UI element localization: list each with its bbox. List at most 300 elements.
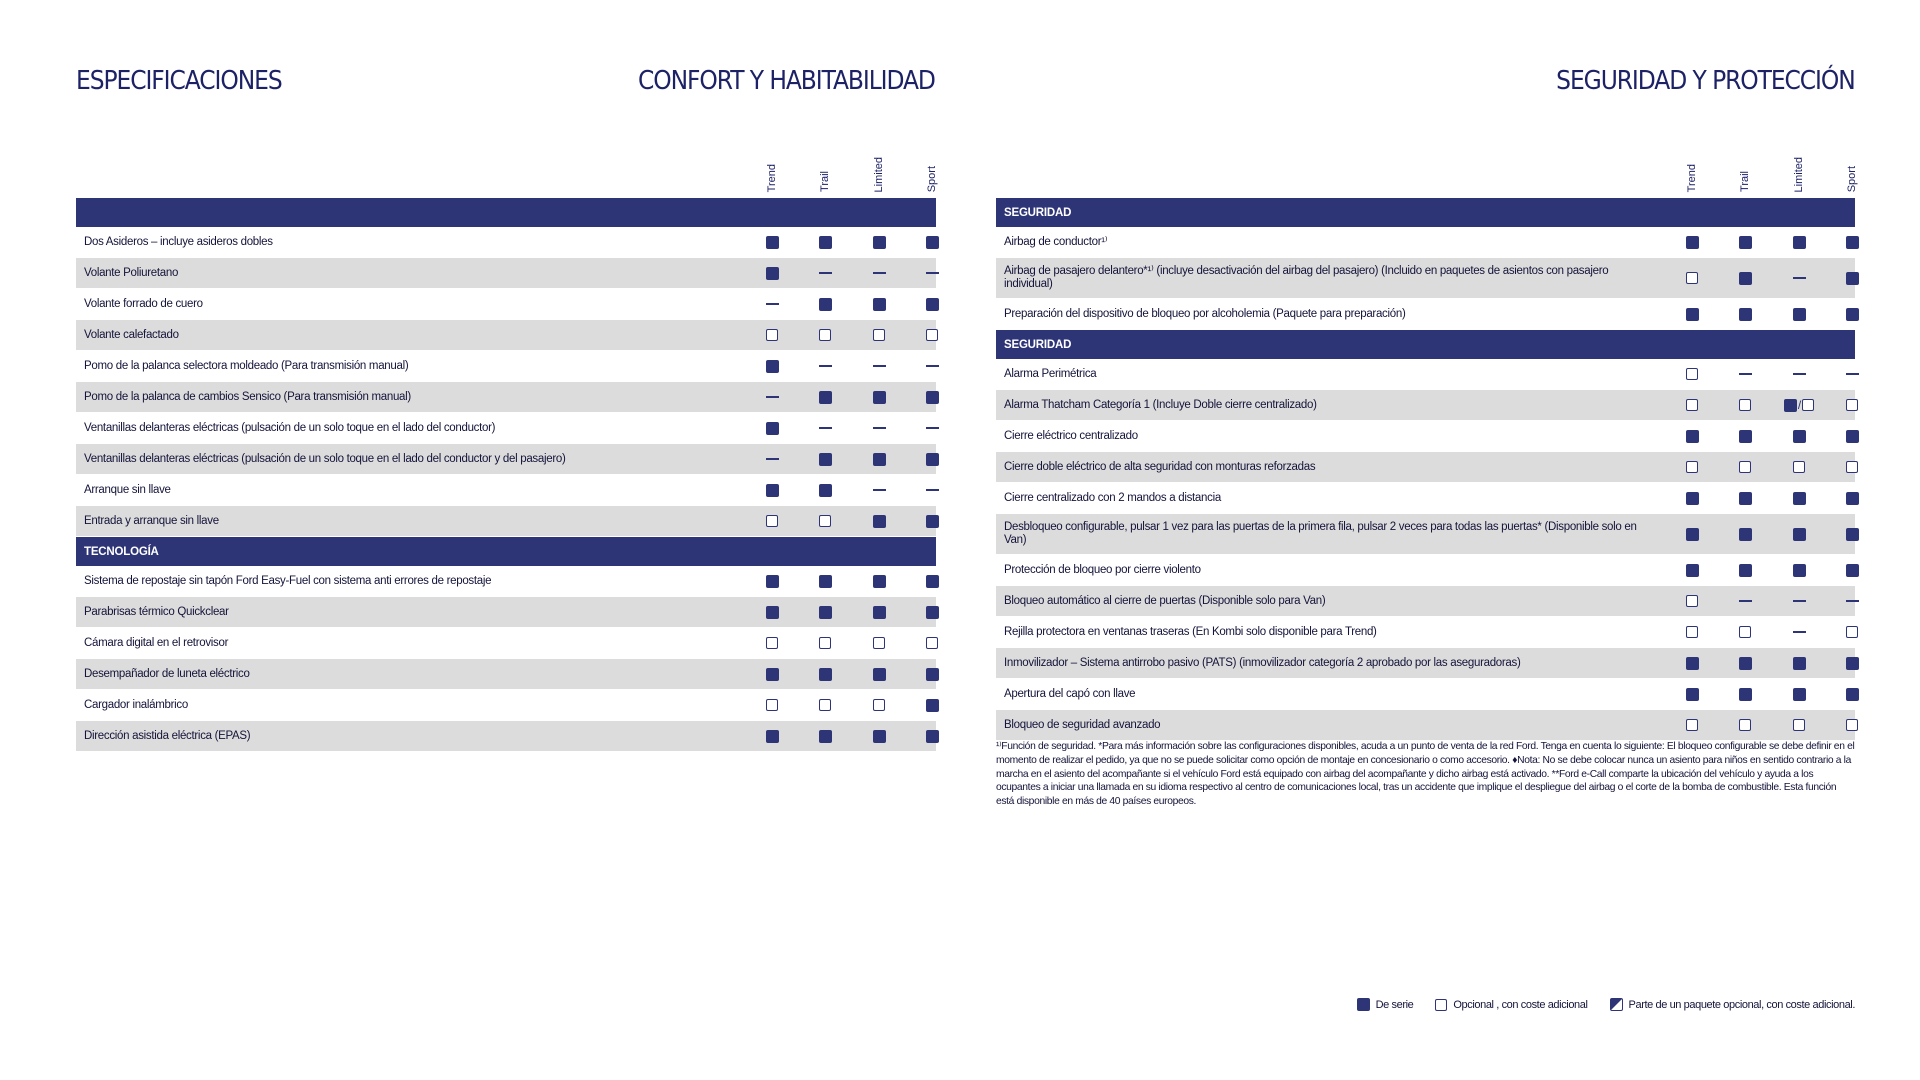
availability-limited xyxy=(1772,526,1826,542)
availability-limited xyxy=(852,358,906,374)
availability-trend xyxy=(1665,397,1719,413)
legend xyxy=(1357,998,1855,1011)
availability-limited xyxy=(1772,428,1826,444)
dash-icon xyxy=(1793,277,1806,279)
availability-trail xyxy=(1718,526,1772,542)
dash-icon xyxy=(926,272,939,274)
availability-trend xyxy=(1665,717,1719,733)
feature-label: Apertura del capó con llave xyxy=(1004,687,1136,700)
availability-trail xyxy=(798,420,852,436)
feature-label: Dirección asistida eléctrica (EPAS) xyxy=(84,729,251,742)
table-row xyxy=(996,452,1855,483)
feature-label: Volante calefactado xyxy=(84,328,179,341)
filled-square-icon xyxy=(926,699,939,712)
dash-icon xyxy=(926,489,939,491)
availability-limited xyxy=(1772,655,1826,671)
filled-square-icon xyxy=(819,668,832,681)
column-header-limited: Limited xyxy=(1793,156,1805,192)
availability-sport xyxy=(1825,624,1879,640)
column-header-sport: Sport xyxy=(1846,165,1858,192)
dash-icon xyxy=(873,272,886,274)
availability-trend xyxy=(1665,562,1719,578)
feature-label: Protección de bloqueo por cierre violento xyxy=(1004,563,1201,576)
section-header: TECNOLOGÍA xyxy=(76,537,936,566)
availability-trail xyxy=(798,389,852,405)
filled-square-icon xyxy=(1686,564,1699,577)
empty-square-icon xyxy=(926,637,938,649)
table-row xyxy=(76,227,936,258)
filled-square-icon xyxy=(1739,492,1752,505)
filled-square-icon xyxy=(1846,688,1859,701)
availability-trail xyxy=(1718,270,1772,286)
dash-icon xyxy=(873,365,886,367)
filled-square-icon xyxy=(1686,308,1699,321)
filled-square-icon xyxy=(1846,308,1859,321)
table-row xyxy=(76,628,936,659)
slash-separator: / xyxy=(1797,398,1802,412)
column-headers xyxy=(996,150,1858,198)
availability-sport xyxy=(1825,593,1879,609)
feature-label: Ventanillas delanteras eléctricas (pulsación de un solo toque en el lado del conductor y del pasajero) xyxy=(84,452,566,465)
availability-trend xyxy=(745,635,799,651)
empty-square-icon xyxy=(766,329,778,341)
availability-trail xyxy=(1718,490,1772,506)
availability-trail xyxy=(1718,562,1772,578)
filled-square-icon xyxy=(873,606,886,619)
filled-square-icon xyxy=(1686,430,1699,443)
dash-icon xyxy=(819,272,832,274)
availability-trend xyxy=(1665,306,1719,322)
filled-square-icon xyxy=(819,391,832,404)
empty-square-icon xyxy=(1739,461,1751,473)
availability-trend xyxy=(745,728,799,744)
availability-trail xyxy=(798,666,852,682)
availability-sport xyxy=(905,265,959,281)
availability-sport xyxy=(1825,306,1879,322)
dash-icon xyxy=(819,365,832,367)
table-row xyxy=(996,258,1855,299)
filled-square-icon xyxy=(819,236,832,249)
availability-sport xyxy=(905,666,959,682)
filled-square-icon xyxy=(1846,236,1859,249)
feature-label: Desbloqueo configurable, pulsar 1 vez para las puertas de la primera fila, pulsar 2 veces para todas las puertas* (Disponible solo en Van) xyxy=(1004,521,1637,546)
table-body xyxy=(996,198,1855,741)
filled-square-icon xyxy=(1793,564,1806,577)
availability-limited xyxy=(1772,624,1826,640)
filled-square-icon xyxy=(766,422,779,435)
table-row xyxy=(996,421,1855,452)
empty-square-icon xyxy=(1686,272,1698,284)
availability-trend xyxy=(745,358,799,374)
empty-square-icon xyxy=(926,329,938,341)
availability-trend xyxy=(745,573,799,589)
empty-square-icon xyxy=(1846,399,1858,411)
filled-square-icon xyxy=(873,453,886,466)
seguridad-spec-table xyxy=(996,150,1858,741)
empty-square-icon xyxy=(873,699,885,711)
filled-square-icon xyxy=(1739,272,1752,285)
feature-label: Airbag de conductor¹⁾ xyxy=(1004,235,1108,248)
empty-square-icon xyxy=(1686,399,1698,411)
empty-square-icon xyxy=(1846,626,1858,638)
table-body xyxy=(76,198,936,752)
feature-label: Pomo de la palanca de cambios Sensico (Para transmisión manual) xyxy=(84,390,411,403)
availability-limited xyxy=(1772,459,1826,475)
feature-label: Alarma Perimétrica xyxy=(1004,367,1097,380)
table-row xyxy=(996,299,1855,330)
dash-icon xyxy=(1739,600,1752,602)
empty-square-icon xyxy=(1793,461,1805,473)
filled-square-icon xyxy=(873,575,886,588)
availability-sport xyxy=(1825,366,1879,382)
availability-trend xyxy=(745,513,799,529)
feature-label: Inmovilizador – Sistema antirrobo pasivo (PATS) (inmovilizador categoría 2 aprobado por las aseguradoras) xyxy=(1004,656,1521,669)
filled-square-icon xyxy=(1739,528,1752,541)
availability-trail xyxy=(798,296,852,312)
empty-square-icon xyxy=(1846,719,1858,731)
availability-trend xyxy=(745,482,799,498)
filled-square-icon xyxy=(766,236,779,249)
filled-square-icon xyxy=(926,730,939,743)
feature-label: Desempañador de luneta eléctrico xyxy=(84,667,250,680)
availability-trail xyxy=(1718,686,1772,702)
section-header: SEGURIDAD xyxy=(996,198,1855,227)
availability-sport xyxy=(1825,397,1879,413)
table-row xyxy=(996,227,1855,258)
filled-square-icon xyxy=(766,360,779,373)
feature-label: Sistema de repostaje sin tapón Ford Easy-Fuel con sistema anti errores de repostaje xyxy=(84,574,492,587)
legend-optional-label: Opcional , con coste adicional xyxy=(1453,998,1588,1011)
feature-label: Cargador inalámbrico xyxy=(84,698,188,711)
availability-limited xyxy=(1772,366,1826,382)
availability-limited xyxy=(1772,562,1826,578)
filled-square-icon xyxy=(1357,998,1370,1011)
filled-square-icon xyxy=(766,668,779,681)
feature-label: Preparación del dispositivo de bloqueo por alcoholemia (Paquete para preparación) xyxy=(1004,307,1406,320)
page-title-especificaciones: ESPECIFICACIONES xyxy=(76,66,282,96)
availability-sport xyxy=(1825,717,1879,733)
availability-limited xyxy=(1772,306,1826,322)
filled-square-icon xyxy=(819,453,832,466)
availability-sport xyxy=(905,635,959,651)
availability-sport xyxy=(1825,234,1879,250)
column-header-sport: Sport xyxy=(926,165,938,192)
availability-limited xyxy=(1772,686,1826,702)
availability-sport xyxy=(905,327,959,343)
availability-limited xyxy=(1772,234,1826,250)
feature-label: Cierre eléctrico centralizado xyxy=(1004,429,1138,442)
availability-limited xyxy=(852,420,906,436)
filled-square-icon xyxy=(1686,528,1699,541)
filled-square-icon xyxy=(1793,528,1806,541)
feature-label: Bloqueo de seguridad avanzado xyxy=(1004,718,1161,731)
availability-trend xyxy=(745,666,799,682)
availability-limited xyxy=(852,265,906,281)
filled-square-icon xyxy=(873,298,886,311)
availability-limited xyxy=(1772,270,1826,286)
availability-limited xyxy=(852,573,906,589)
dash-icon xyxy=(766,303,779,305)
availability-trail xyxy=(1718,459,1772,475)
filled-square-icon xyxy=(926,298,939,311)
availability-sport xyxy=(905,451,959,467)
availability-sport xyxy=(905,604,959,620)
column-header-trail: Trail xyxy=(1739,171,1751,192)
availability-trail xyxy=(798,265,852,281)
availability-sport xyxy=(905,358,959,374)
availability-trail xyxy=(798,451,852,467)
availability-sport xyxy=(905,573,959,589)
page-title-seguridad: SEGURIDAD Y PROTECCIÓN xyxy=(1556,66,1855,96)
filled-square-icon xyxy=(873,391,886,404)
filled-square-icon xyxy=(926,668,939,681)
filled-square-icon xyxy=(873,236,886,249)
empty-square-icon xyxy=(873,637,885,649)
filled-square-icon xyxy=(1739,236,1752,249)
availability-trend xyxy=(745,389,799,405)
filled-square-icon xyxy=(819,730,832,743)
empty-square-icon xyxy=(1686,595,1698,607)
availability-trend xyxy=(745,327,799,343)
availability-limited xyxy=(1772,490,1826,506)
legend-package xyxy=(1610,998,1855,1011)
empty-square-icon xyxy=(1686,719,1698,731)
empty-square-icon xyxy=(766,515,778,527)
filled-square-icon xyxy=(926,575,939,588)
feature-label: Cámara digital en el retrovisor xyxy=(84,636,229,649)
availability-sport xyxy=(1825,270,1879,286)
availability-sport xyxy=(1825,428,1879,444)
availability-sport xyxy=(905,697,959,713)
filled-square-icon xyxy=(1846,528,1859,541)
availability-trend xyxy=(1665,428,1719,444)
table-row xyxy=(76,320,936,351)
filled-square-icon xyxy=(1846,430,1859,443)
table-row xyxy=(76,444,936,475)
empty-square-icon xyxy=(819,637,831,649)
availability-limited xyxy=(1772,397,1826,413)
legend-optional xyxy=(1435,999,1587,1011)
availability-sport xyxy=(1825,655,1879,671)
availability-trend xyxy=(1665,526,1719,542)
feature-label: Rejilla protectora en ventanas traseras (En Kombi solo disponible para Trend) xyxy=(1004,625,1377,638)
column-header-limited: Limited xyxy=(873,156,885,192)
table-row xyxy=(996,483,1855,514)
feature-label: Entrada y arranque sin llave xyxy=(84,514,219,527)
filled-square-icon xyxy=(1686,236,1699,249)
table-row xyxy=(996,617,1855,648)
feature-label: Arranque sin llave xyxy=(84,483,171,496)
column-header-trail: Trail xyxy=(819,171,831,192)
feature-label: Parabrisas térmico Quickclear xyxy=(84,605,229,618)
dash-icon xyxy=(819,427,832,429)
filled-square-icon xyxy=(1686,492,1699,505)
availability-trail xyxy=(1718,428,1772,444)
table-row xyxy=(76,413,936,444)
availability-trend xyxy=(1665,234,1719,250)
availability-sport xyxy=(1825,526,1879,542)
empty-square-icon xyxy=(1686,368,1698,380)
filled-square-icon xyxy=(926,606,939,619)
availability-trend xyxy=(1665,459,1719,475)
table-row xyxy=(76,721,936,752)
dash-icon xyxy=(926,365,939,367)
empty-square-icon xyxy=(1739,399,1751,411)
filled-square-icon xyxy=(1739,688,1752,701)
table-row xyxy=(76,506,936,537)
filled-square-icon xyxy=(819,575,832,588)
feature-label: Dos Asideros – incluye asideros dobles xyxy=(84,235,273,248)
filled-square-icon xyxy=(1793,430,1806,443)
feature-label: Ventanillas delanteras eléctricas (pulsación de un solo toque en el lado del conductor) xyxy=(84,421,496,434)
legend-package-label: Parte de un paquete opcional, con coste adicional. xyxy=(1628,998,1855,1011)
dash-icon xyxy=(1793,373,1806,375)
feature-label: Bloqueo automático al cierre de puertas (Disponible solo para Van) xyxy=(1004,594,1326,607)
empty-square-icon xyxy=(819,699,831,711)
availability-trend xyxy=(1665,686,1719,702)
filled-square-icon xyxy=(1739,564,1752,577)
dash-icon xyxy=(1846,373,1859,375)
filled-square-icon xyxy=(926,236,939,249)
table-row xyxy=(996,359,1855,390)
availability-sport xyxy=(905,513,959,529)
filled-square-icon xyxy=(1793,308,1806,321)
availability-limited xyxy=(852,728,906,744)
availability-trail xyxy=(1718,717,1772,733)
table-row xyxy=(76,382,936,413)
availability-sport xyxy=(905,728,959,744)
dash-icon xyxy=(1793,631,1806,633)
availability-limited xyxy=(852,697,906,713)
filled-square-icon xyxy=(873,730,886,743)
availability-limited xyxy=(852,296,906,312)
dash-icon xyxy=(926,427,939,429)
availability-trail xyxy=(798,604,852,620)
feature-label: Cierre doble eléctrico de alta seguridad con monturas reforzadas xyxy=(1004,460,1316,473)
filled-square-icon xyxy=(1793,236,1806,249)
feature-label: Airbag de pasajero delantero*¹⁾ (incluye desactivación del airbag del pasajero) (Incluido en paquetes de asientos con pasajero individual) xyxy=(1004,265,1609,290)
availability-trend xyxy=(745,234,799,250)
table-row xyxy=(996,648,1855,679)
filled-square-icon xyxy=(926,515,939,528)
filled-square-icon xyxy=(1686,688,1699,701)
filled-square-icon xyxy=(1686,657,1699,670)
availability-trail xyxy=(798,327,852,343)
empty-square-icon xyxy=(819,515,831,527)
availability-trail xyxy=(1718,306,1772,322)
availability-sport xyxy=(905,389,959,405)
filled-square-icon xyxy=(819,484,832,497)
filled-square-icon xyxy=(766,730,779,743)
filled-square-icon xyxy=(1793,492,1806,505)
availability-limited xyxy=(852,482,906,498)
availability-trail xyxy=(1718,234,1772,250)
availability-trend xyxy=(745,451,799,467)
availability-trail xyxy=(798,635,852,651)
availability-limited xyxy=(852,451,906,467)
column-headers xyxy=(76,150,936,198)
availability-limited xyxy=(852,513,906,529)
availability-trail xyxy=(798,697,852,713)
availability-trend xyxy=(745,604,799,620)
table-row xyxy=(76,475,936,506)
availability-trend xyxy=(1665,490,1719,506)
filled-square-icon xyxy=(1846,657,1859,670)
dash-icon xyxy=(1793,600,1806,602)
confort-spec-table xyxy=(76,150,936,752)
availability-limited xyxy=(852,389,906,405)
filled-square-icon xyxy=(1739,308,1752,321)
availability-limited xyxy=(1772,593,1826,609)
table-row xyxy=(996,514,1855,555)
footnote: ¹⁾Función de seguridad. *Para más información sobre las configuraciones disponibles, acuda a un punto de venta de la red Ford. Tenga en cuenta lo siguiente: El bloqueo configurable se debe definir en el momento de realizar el pedido, ya que no se puede solicitar como opción de montaje en concesionario o como accesorio. ♦Nota: No se debe colocar nunca un asiento para niños en sentido contrario a la marcha en el asiento del acompañante si el vehículo Ford está equipado con airbag del acompañante y dicho airbag está activado. **Ford e-Call comparte la ubicación del vehículo y ayuda a los ocupantes a iniciar una llamada en su idioma respectivo al centro de comunicaciones local, tras un accidente que implique el despliegue del airbag o el corte de la bomba de combustible. Esta función está disponible en más de 40 países europeos. xyxy=(996,741,1855,808)
section-header xyxy=(76,198,936,227)
availability-limited xyxy=(1772,717,1826,733)
availability-limited xyxy=(852,666,906,682)
filled-square-icon xyxy=(1739,657,1752,670)
dash-icon xyxy=(1739,373,1752,375)
filled-square-icon xyxy=(1846,492,1859,505)
filled-square-icon xyxy=(766,575,779,588)
availability-sport xyxy=(1825,490,1879,506)
feature-label: Volante forrado de cuero xyxy=(84,297,203,310)
half-filled-square-icon xyxy=(1610,998,1623,1011)
empty-square-icon xyxy=(766,699,778,711)
filled-square-icon xyxy=(873,515,886,528)
table-row xyxy=(996,555,1855,586)
availability-trend xyxy=(745,265,799,281)
availability-trend xyxy=(1665,366,1719,382)
table-row xyxy=(996,679,1855,710)
table-row xyxy=(76,597,936,628)
availability-trend xyxy=(745,697,799,713)
table-row xyxy=(76,258,936,289)
filled-square-icon xyxy=(819,606,832,619)
availability-trail xyxy=(798,573,852,589)
feature-label: Cierre centralizado con 2 mandos a distancia xyxy=(1004,491,1221,504)
availability-limited xyxy=(852,635,906,651)
availability-trend xyxy=(745,420,799,436)
availability-sport xyxy=(1825,686,1879,702)
availability-trend xyxy=(1665,593,1719,609)
availability-trail xyxy=(1718,593,1772,609)
filled-square-icon xyxy=(1793,657,1806,670)
table-row xyxy=(76,659,936,690)
dash-icon xyxy=(766,396,779,398)
empty-square-icon xyxy=(1739,719,1751,731)
availability-trend xyxy=(1665,624,1719,640)
feature-label: Volante Poliuretano xyxy=(84,266,179,279)
empty-square-icon xyxy=(1793,719,1805,731)
availability-trail xyxy=(798,234,852,250)
filled-square-icon xyxy=(1846,272,1859,285)
availability-limited xyxy=(852,604,906,620)
availability-sport xyxy=(905,420,959,436)
dash-icon xyxy=(1846,600,1859,602)
dash-icon xyxy=(766,458,779,460)
availability-trail xyxy=(798,482,852,498)
empty-square-icon xyxy=(1739,626,1751,638)
filled-square-icon xyxy=(766,267,779,280)
column-header-trend: Trend xyxy=(766,163,778,192)
filled-square-icon xyxy=(1846,564,1859,577)
table-row xyxy=(76,566,936,597)
availability-trend xyxy=(1665,270,1719,286)
page-title-confort: CONFORT Y HABITABILIDAD xyxy=(638,66,935,96)
table-row xyxy=(76,351,936,382)
availability-limited xyxy=(852,234,906,250)
availability-trail xyxy=(1718,655,1772,671)
